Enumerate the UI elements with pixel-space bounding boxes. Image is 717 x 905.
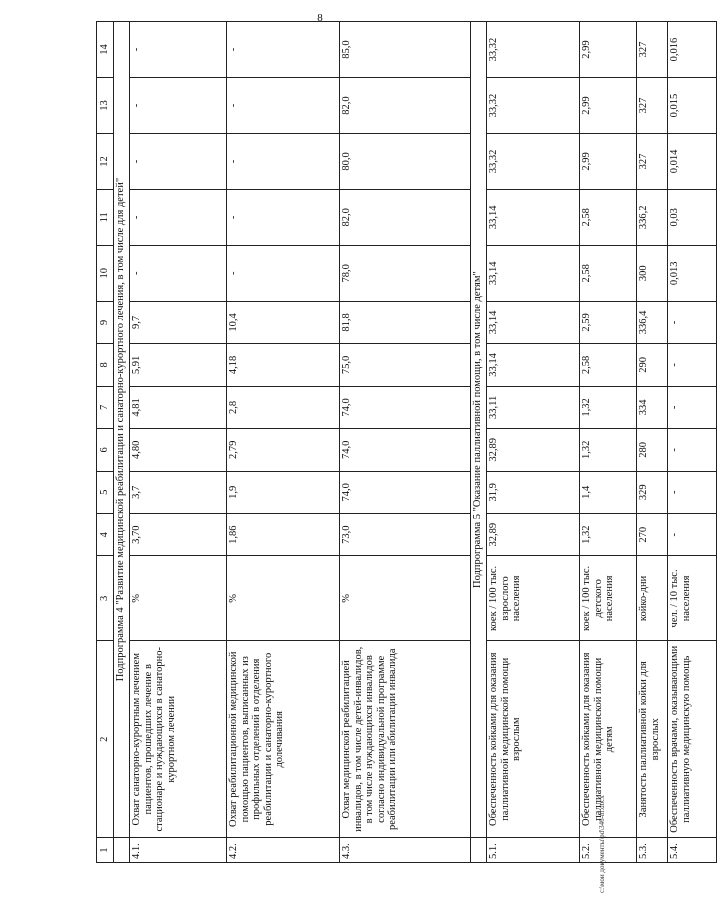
section-title: Подпрограмма 4 "Развитие медицинской реабилитации и санаторно-курортного лечения, в том числе для детей" [114,22,130,838]
unit-cell: % [227,556,340,641]
indicator-name: Обеспеченность койками для оказания паллиативной медицинской помощи детям [580,641,637,838]
indicator-number: 4.2. [227,838,340,863]
value-cell: - [227,133,340,189]
value-cell: 78,0 [340,245,471,301]
value-cell: - [668,344,717,386]
value-cell: 0,014 [668,133,717,189]
value-cell: 1,32 [580,386,637,428]
indicator-row [130,22,227,863]
indicator-name: Занятость паллиативной койки для взрослых [637,641,668,838]
value-cell: 2,58 [580,245,637,301]
value-cell: 0,015 [668,78,717,134]
value-cell: 85,0 [340,22,471,78]
header-cell: 11 [97,189,114,245]
value-cell: 270 [637,514,668,556]
indicator-number: 4.1. [130,838,227,863]
value-cell: 33,32 [487,22,580,78]
indicator-row [668,22,717,863]
section-title: Подпрограмма 5 "Оказание паллиативной помощи, в том числе детям" [471,22,487,838]
value-cell: - [227,245,340,301]
value-cell: 82,0 [340,78,471,134]
header-cell: 10 [97,245,114,301]
file-path-footer: c:\мои документы\pd\346-m.docx [598,795,606,893]
value-cell: - [668,471,717,513]
indicator-name: Обеспеченность врачами, оказывающими паллиативную медицинскую помощь [668,641,717,838]
value-cell: 33,14 [487,344,580,386]
indicator-number: 5.4. [668,838,717,863]
table-body [97,22,717,863]
value-cell: 1,86 [227,514,340,556]
indicator-name: Охват санаторно-курортным лечением пациентов, прошедших лечение в стационаре и нуждающихся в санаторно-курортном лечении [130,641,227,838]
indicator-number: 5.2. [580,838,637,863]
header-cell: 7 [97,386,114,428]
value-cell: - [668,514,717,556]
value-cell: 336,2 [637,189,668,245]
indicator-number: 5.3. [637,838,668,863]
indicator-name: Обеспеченность койками для оказания паллиативной медицинской помощи взрослым [487,641,580,838]
value-cell: 74,0 [340,386,471,428]
value-cell: 1,9 [227,471,340,513]
indicator-number: 4.3. [340,838,471,863]
unit-cell: % [130,556,227,641]
value-cell: 1,32 [580,514,637,556]
value-cell: 336,4 [637,301,668,343]
value-cell: - [130,22,227,78]
value-cell: 2,79 [227,429,340,471]
value-cell: - [668,386,717,428]
value-cell: 82,0 [340,189,471,245]
value-cell: - [668,429,717,471]
value-cell: 327 [637,133,668,189]
value-cell: 31,9 [487,471,580,513]
header-cell: 5 [97,471,114,513]
value-cell: - [130,133,227,189]
value-cell: 80,0 [340,133,471,189]
value-cell: 5,91 [130,344,227,386]
value-cell: 2,58 [580,189,637,245]
value-cell: 33,32 [487,133,580,189]
indicator-number: 5.1. [487,838,580,863]
value-cell: 4,18 [227,344,340,386]
header-cell: 3 [97,556,114,641]
value-cell: 2,59 [580,301,637,343]
unit-cell: коек / 100 тыс. взрослого населения [487,556,580,641]
indicator-name: Охват реабилитационной медицинской помощью пациентов, выписанных из профильных отделений в отделения реабилитации и санаторно-курортного долечивания [227,641,340,838]
value-cell: 75,0 [340,344,471,386]
value-cell: 2,8 [227,386,340,428]
header-cell: 12 [97,133,114,189]
header-cell: 9 [97,301,114,343]
value-cell: 4,81 [130,386,227,428]
value-cell: 327 [637,22,668,78]
value-cell: 280 [637,429,668,471]
value-cell: 4,80 [130,429,227,471]
value-cell: 327 [637,78,668,134]
value-cell: 1,32 [580,429,637,471]
value-cell: 9,7 [130,301,227,343]
value-cell: 33,32 [487,78,580,134]
value-cell: 33,11 [487,386,580,428]
value-cell: 74,0 [340,429,471,471]
value-cell: 33,14 [487,245,580,301]
value-cell: - [227,78,340,134]
value-cell: 73,0 [340,514,471,556]
section-title-row [114,22,130,863]
header-cell: 8 [97,344,114,386]
value-cell: 74,0 [340,471,471,513]
value-cell: 0,013 [668,245,717,301]
value-cell: 32,89 [487,514,580,556]
value-cell: 32,89 [487,429,580,471]
section-number-cell [471,838,487,863]
value-cell: 329 [637,471,668,513]
header-cell: 2 [97,641,114,838]
value-cell: 2,99 [580,22,637,78]
unit-cell: % [340,556,471,641]
value-cell: - [227,22,340,78]
value-cell: 2,58 [580,344,637,386]
indicator-name: Охват медицинской реабилитацией инвалидов, в том числе детей-инвалидов, в том числе нуждающихся инвалидов согласно индивидуальной программе реабилитации или абилитации инвалида [340,641,471,838]
unit-cell: чел. / 10 тыс. населения [668,556,717,641]
value-cell: 334 [637,386,668,428]
indicator-row [580,22,637,863]
value-cell: 81,8 [340,301,471,343]
value-cell: 2,99 [580,133,637,189]
value-cell: - [130,189,227,245]
value-cell: - [130,245,227,301]
section-number-cell [114,838,130,863]
value-cell: 290 [637,344,668,386]
value-cell: 0,03 [668,189,717,245]
value-cell: 300 [637,245,668,301]
value-cell: 3,70 [130,514,227,556]
value-cell: 0,016 [668,22,717,78]
section-title-row [471,22,487,863]
indicator-table [96,21,717,863]
value-cell: - [227,189,340,245]
value-cell: 33,14 [487,301,580,343]
header-cell: 1 [97,838,114,863]
header-cell: 6 [97,429,114,471]
value-cell: 3,7 [130,471,227,513]
value-cell: - [668,301,717,343]
header-cell: 13 [97,78,114,134]
page-number: 8 [317,12,323,24]
indicator-row [487,22,580,863]
header-cell: 14 [97,22,114,78]
value-cell: 2,99 [580,78,637,134]
value-cell: 10,4 [227,301,340,343]
unit-cell: коек / 100 тыс. детского населения [580,556,637,641]
value-cell: 33,14 [487,189,580,245]
header-cell: 4 [97,514,114,556]
value-cell: - [130,78,227,134]
indicator-row [340,22,471,863]
indicator-row [637,22,668,863]
indicator-row [227,22,340,863]
column-number-row [97,22,114,863]
value-cell: 1,4 [580,471,637,513]
unit-cell: койко-дни [637,556,668,641]
